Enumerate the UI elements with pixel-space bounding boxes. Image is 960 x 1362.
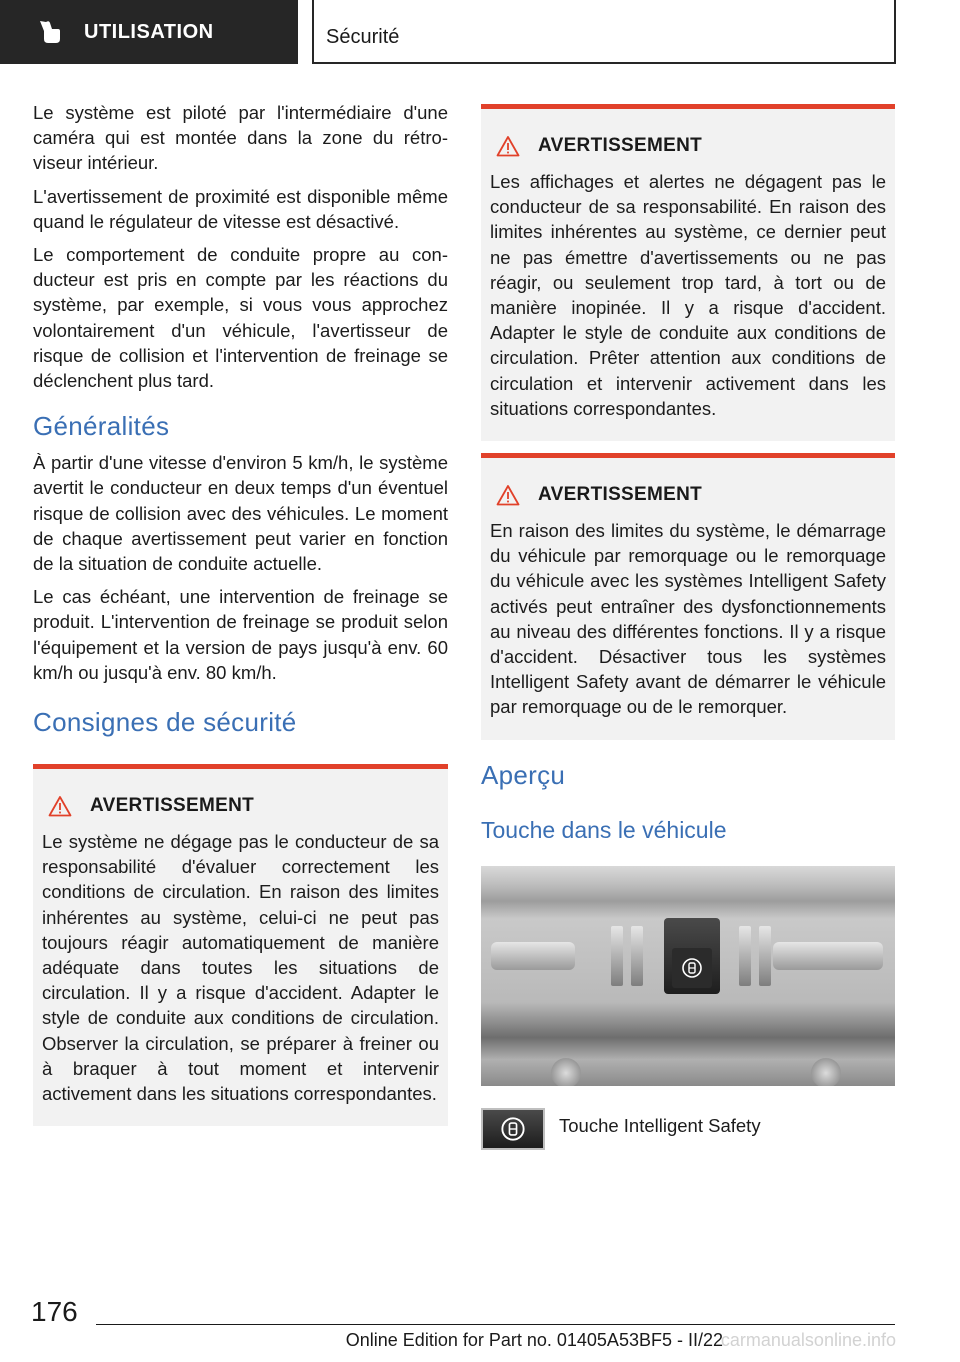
heading-consignes-securite: Consignes de sécurité xyxy=(33,707,297,738)
warning-header xyxy=(490,484,886,506)
watermark: carmanualsonline.info xyxy=(720,1330,896,1350)
heading-apercu: Aperçu xyxy=(481,759,566,790)
pointing-hand-icon xyxy=(34,14,70,50)
warning-text: Le système ne dégage pas le conducteur de sa responsabilité d'évaluer correctement les conditions de circulation. En raison des limites inhérentes au système, celui-ci ne peut pas toujours réagir automatiquement de manière adéquate dans toutes les situations de circulation. Il y a risque d'accident. Adapter le style de conduite aux conditions de circulation. Observer la circulation, se préparer à freiner ou à braquer à tout moment et intervenir activement dans les situations correspondantes. xyxy=(42,831,439,1105)
warning-triangle-icon xyxy=(48,795,72,817)
section-label: UTILISATION xyxy=(84,20,214,43)
warning-box xyxy=(33,764,448,1126)
paragraph: Le système est piloté par l'intermédiaire d'une caméra qui est montée dans la zone du rétroviseur intérieur. xyxy=(33,102,448,174)
paragraph: L'avertissement de proximité est disponible même quand le régulateur de vitesse est désactivé. xyxy=(33,185,448,232)
caption-text: Touche Intelligent Safety xyxy=(559,1114,761,1136)
paragraph: Le comportement de conduite propre au conducteur est pris en compte par les réactions du système, par exemple, si vous vous approchez volontairement d'un véhicule, l'avertisseur de risque de collision et l'intervention de freinage se déclenchent plus tard. xyxy=(33,244,448,392)
paragraph: Le cas échéant, une intervention de freinage se produit. L'intervention de freinage se produit selon l'équipement et la version de pays jusqu'à env. 60 km/h ou jusqu'à env. 80 km/h. xyxy=(33,586,448,683)
right-column xyxy=(481,104,895,1150)
warning-box xyxy=(481,104,895,441)
warning-title: AVERTISSEMENT xyxy=(538,135,703,156)
warning-title: AVERTISSEMENT xyxy=(538,484,703,506)
warning-header xyxy=(42,795,439,817)
warning-text: En raison des limites du système, le démarrage du véhicule par remorquage ou le remorquage du véhicule avec les systèmes Intelligent Safety activés peut entraîner des dysfonctionnements au niveau des différentes fonctions. Il y a risque d'accident. Désactiver tous les systèmes Intelligent Safety avant de démarrer le véhicule par remorquage ou de le remorquer. xyxy=(490,520,886,718)
heading-generalites: Généralités xyxy=(33,411,170,442)
chapter-header xyxy=(312,0,896,64)
warning-header xyxy=(490,135,886,157)
edition-text: Online Edition for Part no. 01405A53BF5 - II/22 xyxy=(345,1330,723,1350)
footer-divider xyxy=(96,1324,895,1325)
dashboard-photo xyxy=(481,866,895,1086)
warning-triangle-icon xyxy=(496,135,520,157)
section-tab xyxy=(0,0,298,64)
warning-box xyxy=(481,453,895,740)
figure-caption xyxy=(481,1108,895,1150)
paragraph: À partir d'une vitesse d'environ 5 km/h, le système avertit le conducteur en deux temps d'un éventuel risque de collision avec des véhicules. Le moment de chaque avertissement peut varier en fonction de la situation de conduite actuelle. xyxy=(33,452,448,575)
warning-title: AVERTISSEMENT xyxy=(90,795,255,817)
intelligent-safety-icon xyxy=(672,948,712,988)
intelligent-safety-icon xyxy=(481,1108,545,1150)
left-column xyxy=(33,100,448,1142)
heading-touche-vehicule: Touche dans le véhicule xyxy=(481,816,727,843)
warning-text: Les affichages et alertes ne dégagent pas le conducteur de sa responsabilité. En raison des limites inhérentes au système, ce dernier peut ne pas émettre d'avertissements ou ne pas réagir, ou seulement trop tard, à tort ou de manière inopinée. Il y a risque d'accident. Adapter le style de conduite aux conditions de circulation. Prêter attention aux conditions de circulation et intervenir activement dans les situations correspondantes. xyxy=(490,171,886,419)
chapter-title: Sécurité xyxy=(326,26,400,48)
page-number: 176 xyxy=(31,1296,78,1327)
warning-triangle-icon xyxy=(496,484,520,506)
